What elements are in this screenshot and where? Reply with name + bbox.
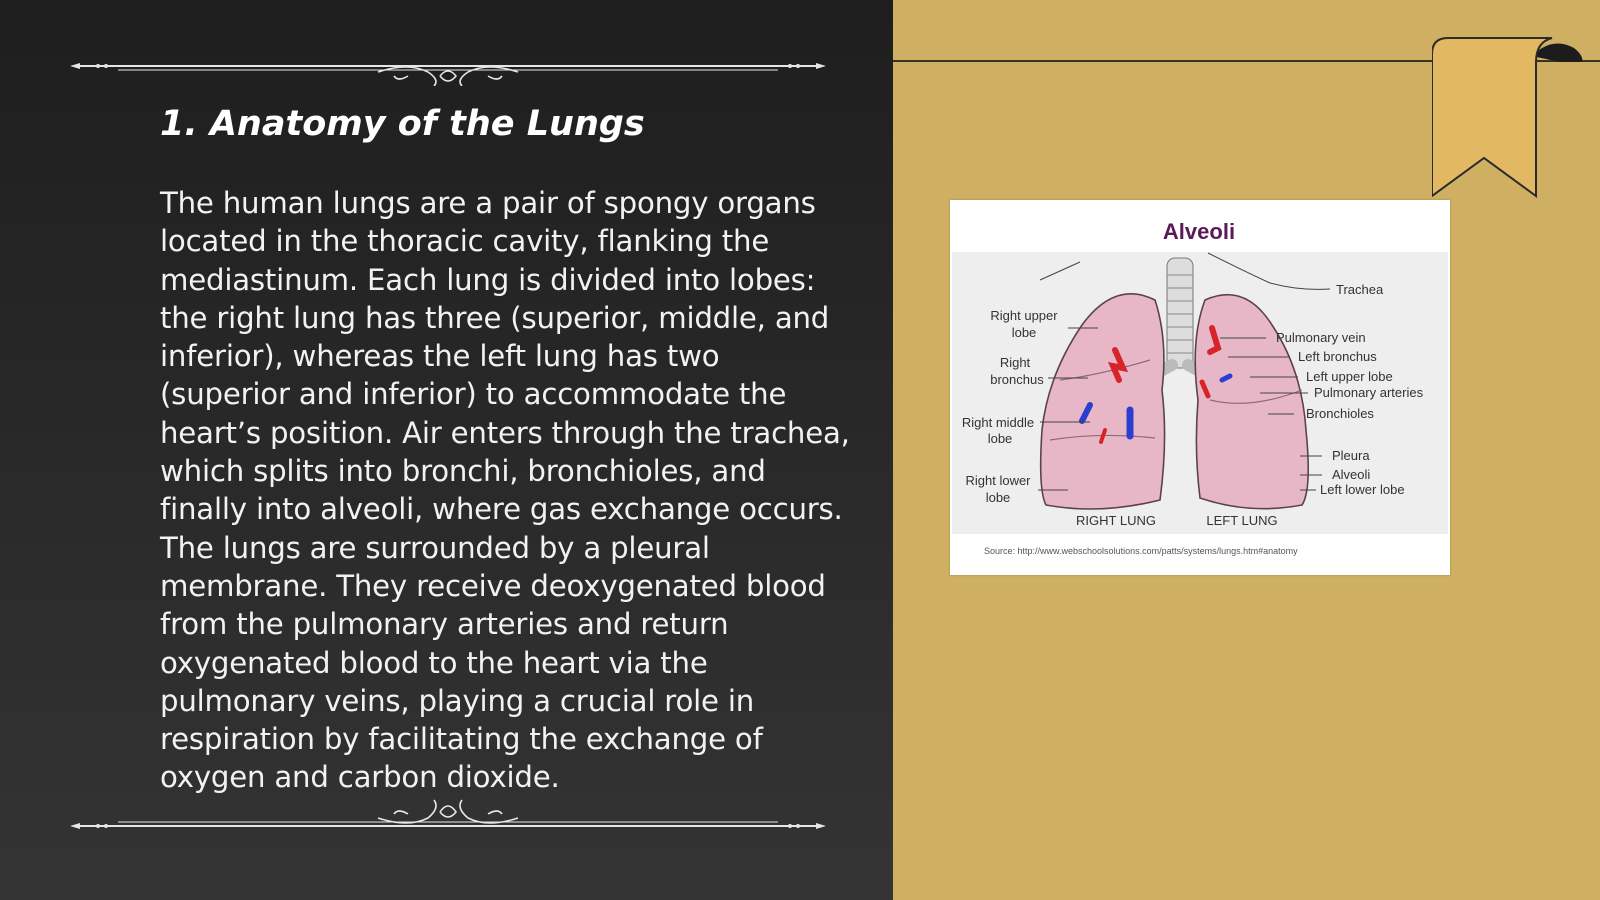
label-pulmonary-vein: Pulmonary vein [1276,330,1366,345]
label-right-middle-lobe-line2: lobe [987,431,1013,446]
label-left-lower-lobe: Left lower lobe [1320,482,1405,497]
figure-source-caption: Source: http://www.webschoolsolutions.com/patts/systems/lungs.htm#anatomy [984,546,1298,556]
label-trachea: Trachea [1336,282,1384,297]
label-alveoli: Alveoli [1332,467,1371,482]
label-right-lower-lobe: Right lower [965,473,1031,488]
label-bronchioles: Bronchioles [1306,406,1374,421]
label-pleura: Pleura [1332,448,1370,463]
slide-title: 1. Anatomy of the Lungs [160,104,645,144]
label-right-bronchus: Right [999,355,1031,370]
label-right-lower-lobe-line2: lobe [985,490,1011,505]
label-right-lung: RIGHT LUNG [1076,513,1156,528]
label-right-upper-lobe: Right upper [990,308,1058,323]
label-right-bronchus-line2: bronchus [990,372,1044,387]
label-right-upper-lobe-line2: lobe [1011,325,1037,340]
lung-anatomy-figure [950,200,1450,575]
label-left-lung: LEFT LUNG [1206,513,1278,528]
bookmark-ribbon-icon [1432,34,1592,198]
lung-diagram [950,200,1450,575]
slide-body-text: The human lungs are a pair of spongy organs located in the thoracic cavity, flanking the mediastinum. Each lung is divided into lobes: the right lung has three (superior, middle, and inferior), whereas the left lung has two (superior and inferior) to accommodate the heart’s position. Air enters through the trachea, which splits into bronchi, bronchioles, and finally into alveoli, where gas exchange occurs. The lungs are surrounded by a pleural membrane. They receive deoxygenated blood from the pulmonary arteries and return oxygenated blood to the heart via the pulmonary veins, playing a crucial role in respiration by facilitating the exchange of oxygen and carbon dioxide. [160,186,850,795]
label-left-upper-lobe: Left upper lobe [1306,369,1393,384]
label-pulmonary-arteries: Pulmonary arteries [1314,385,1424,400]
top-ornament-divider [68,46,828,86]
figure-heading: Alveoli [1162,219,1236,244]
label-right-middle-lobe: Right middle [961,415,1035,430]
label-left-bronchus: Left bronchus [1298,349,1377,364]
